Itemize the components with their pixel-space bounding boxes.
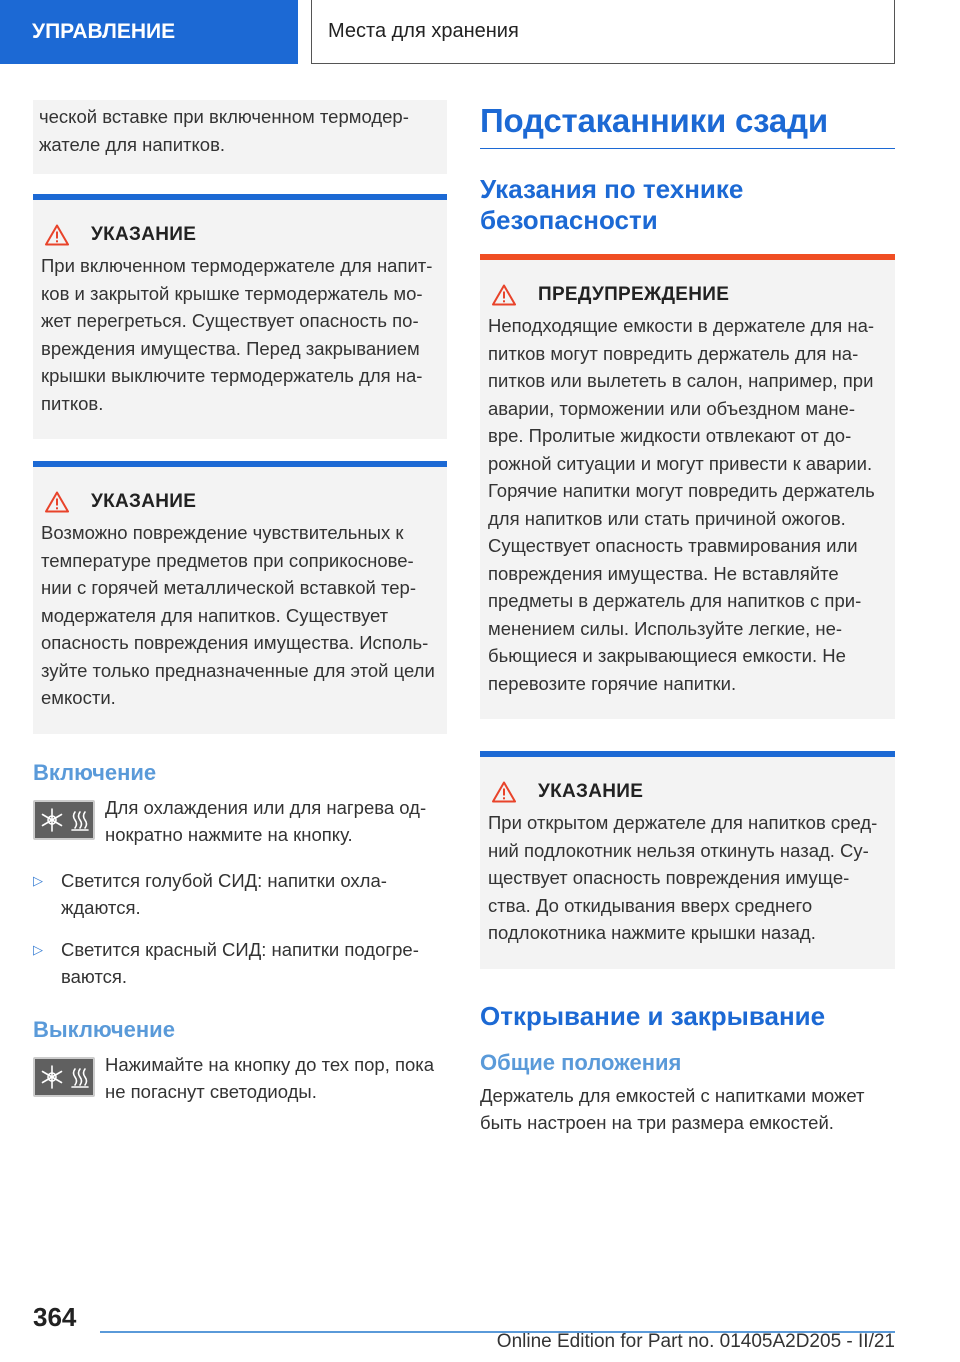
general-text: Держатель для емкостей с напитками может быть настроен на три размера емкостей. — [480, 1084, 865, 1133]
continuation-text: ческой вставке при включенном термодер-жателе для напитков. — [39, 106, 409, 155]
warning-header — [492, 284, 887, 306]
notice-box-2 — [33, 461, 447, 734]
open-close-heading: Открывание и закрывание — [480, 1000, 826, 1031]
warning-triangle-icon — [492, 781, 516, 803]
notice-header — [492, 781, 887, 803]
warning-triangle-icon — [492, 284, 516, 306]
list-item-text: Светится голубой СИД: напитки охла-ждаются. — [61, 869, 387, 918]
general-heading: Общие положения — [480, 1049, 682, 1075]
warning-box — [480, 254, 895, 719]
notice-text: При открытом держателе для напитков сред-ний подлокотник нельзя откинуть назад. Су-ществует опасность повреждения имуще-ства. До откидывания вверх среднего подлокотника нажмите крышки назад. — [488, 812, 878, 943]
snowflake-heat-icon — [33, 800, 95, 840]
chapter-tab[interactable]: УПРАВЛЕНИЕ — [0, 0, 298, 64]
warning-title: ПРЕДУПРЕЖДЕНИЕ — [538, 284, 730, 305]
section-title: Места для хранения — [311, 0, 895, 64]
footer-edition: Online Edition for Part no. 01405A2D205 - II/21 — [496, 1331, 895, 1352]
notice-header — [45, 224, 439, 246]
left-column — [33, 100, 447, 1124]
on-instruction — [33, 794, 447, 849]
notice-title: УКАЗАНИЕ — [91, 491, 197, 512]
notice-title: УКАЗАНИЕ — [538, 781, 644, 802]
notice-text: При включенном термодержателе для напит-ков и закрытой крышке термодержатель мо-жет перегреться. Существует опасность по-вреждения имущества. Перед закрыванием крышки выключите термодержатель для на-питков. — [41, 255, 433, 414]
triangle-bullet-icon: ▷ — [33, 872, 43, 888]
right-column — [480, 100, 895, 1137]
continuation-box — [33, 100, 447, 174]
triangle-bullet-icon: ▷ — [33, 941, 43, 957]
off-text: Нажимайте на кнопку до тех пор, пока не погаснут светодиоды. — [105, 1053, 435, 1102]
on-text: Для охлаждения или для нагрева од-нократно нажмите на кнопку. — [105, 796, 427, 845]
list-item-text: Светится красный СИД: напитки подогре-ваются. — [61, 938, 419, 987]
snowflake-heat-icon — [33, 1057, 95, 1097]
off-instruction — [33, 1051, 447, 1106]
list-item — [33, 867, 447, 922]
notice-title: УКАЗАНИЕ — [91, 224, 197, 245]
heading-off: Выключение — [33, 1016, 175, 1042]
heading-on: Включение — [33, 759, 157, 785]
warning-text: Неподходящие емкости в держателе для на-питков могут повредить держатель для на-питков или вылететь в салон, например, при аварии, торможении или объездном мане-вре. Пролитые жидкости отвлекают от до-рожной ситуации и могут привести к аварии. Горячие напитки могут повредить держатель для напитков или стать причиной ожогов. Существует опасность травмирования или повреждения имущества. Не вставляйте предметы в держатель для напитков с при-менением силы. Используйте легкие, не-бьющиеся и закрывающиеся емкости. Не перевозите горячие напитки. — [488, 315, 875, 694]
page-number: 364 — [33, 1302, 77, 1332]
page-title: Подстаканники сзади — [480, 102, 895, 149]
notice-header — [45, 491, 439, 513]
warning-triangle-icon — [45, 224, 69, 246]
warning-triangle-icon — [45, 491, 69, 513]
notice-box-1 — [33, 194, 447, 439]
notice-box-3 — [480, 751, 895, 969]
list-item — [33, 936, 447, 991]
notice-text: Возможно повреждение чувствительных к температуре предметов при соприкоснове-нии с горячей металлической вставкой тер-модержателя для напитков. Существует опасность повреждения имущества. Исполь-зуйте только предназначенные для этой цели емкости. — [41, 522, 435, 708]
safety-heading: Указания по технике безопасности — [480, 174, 744, 235]
